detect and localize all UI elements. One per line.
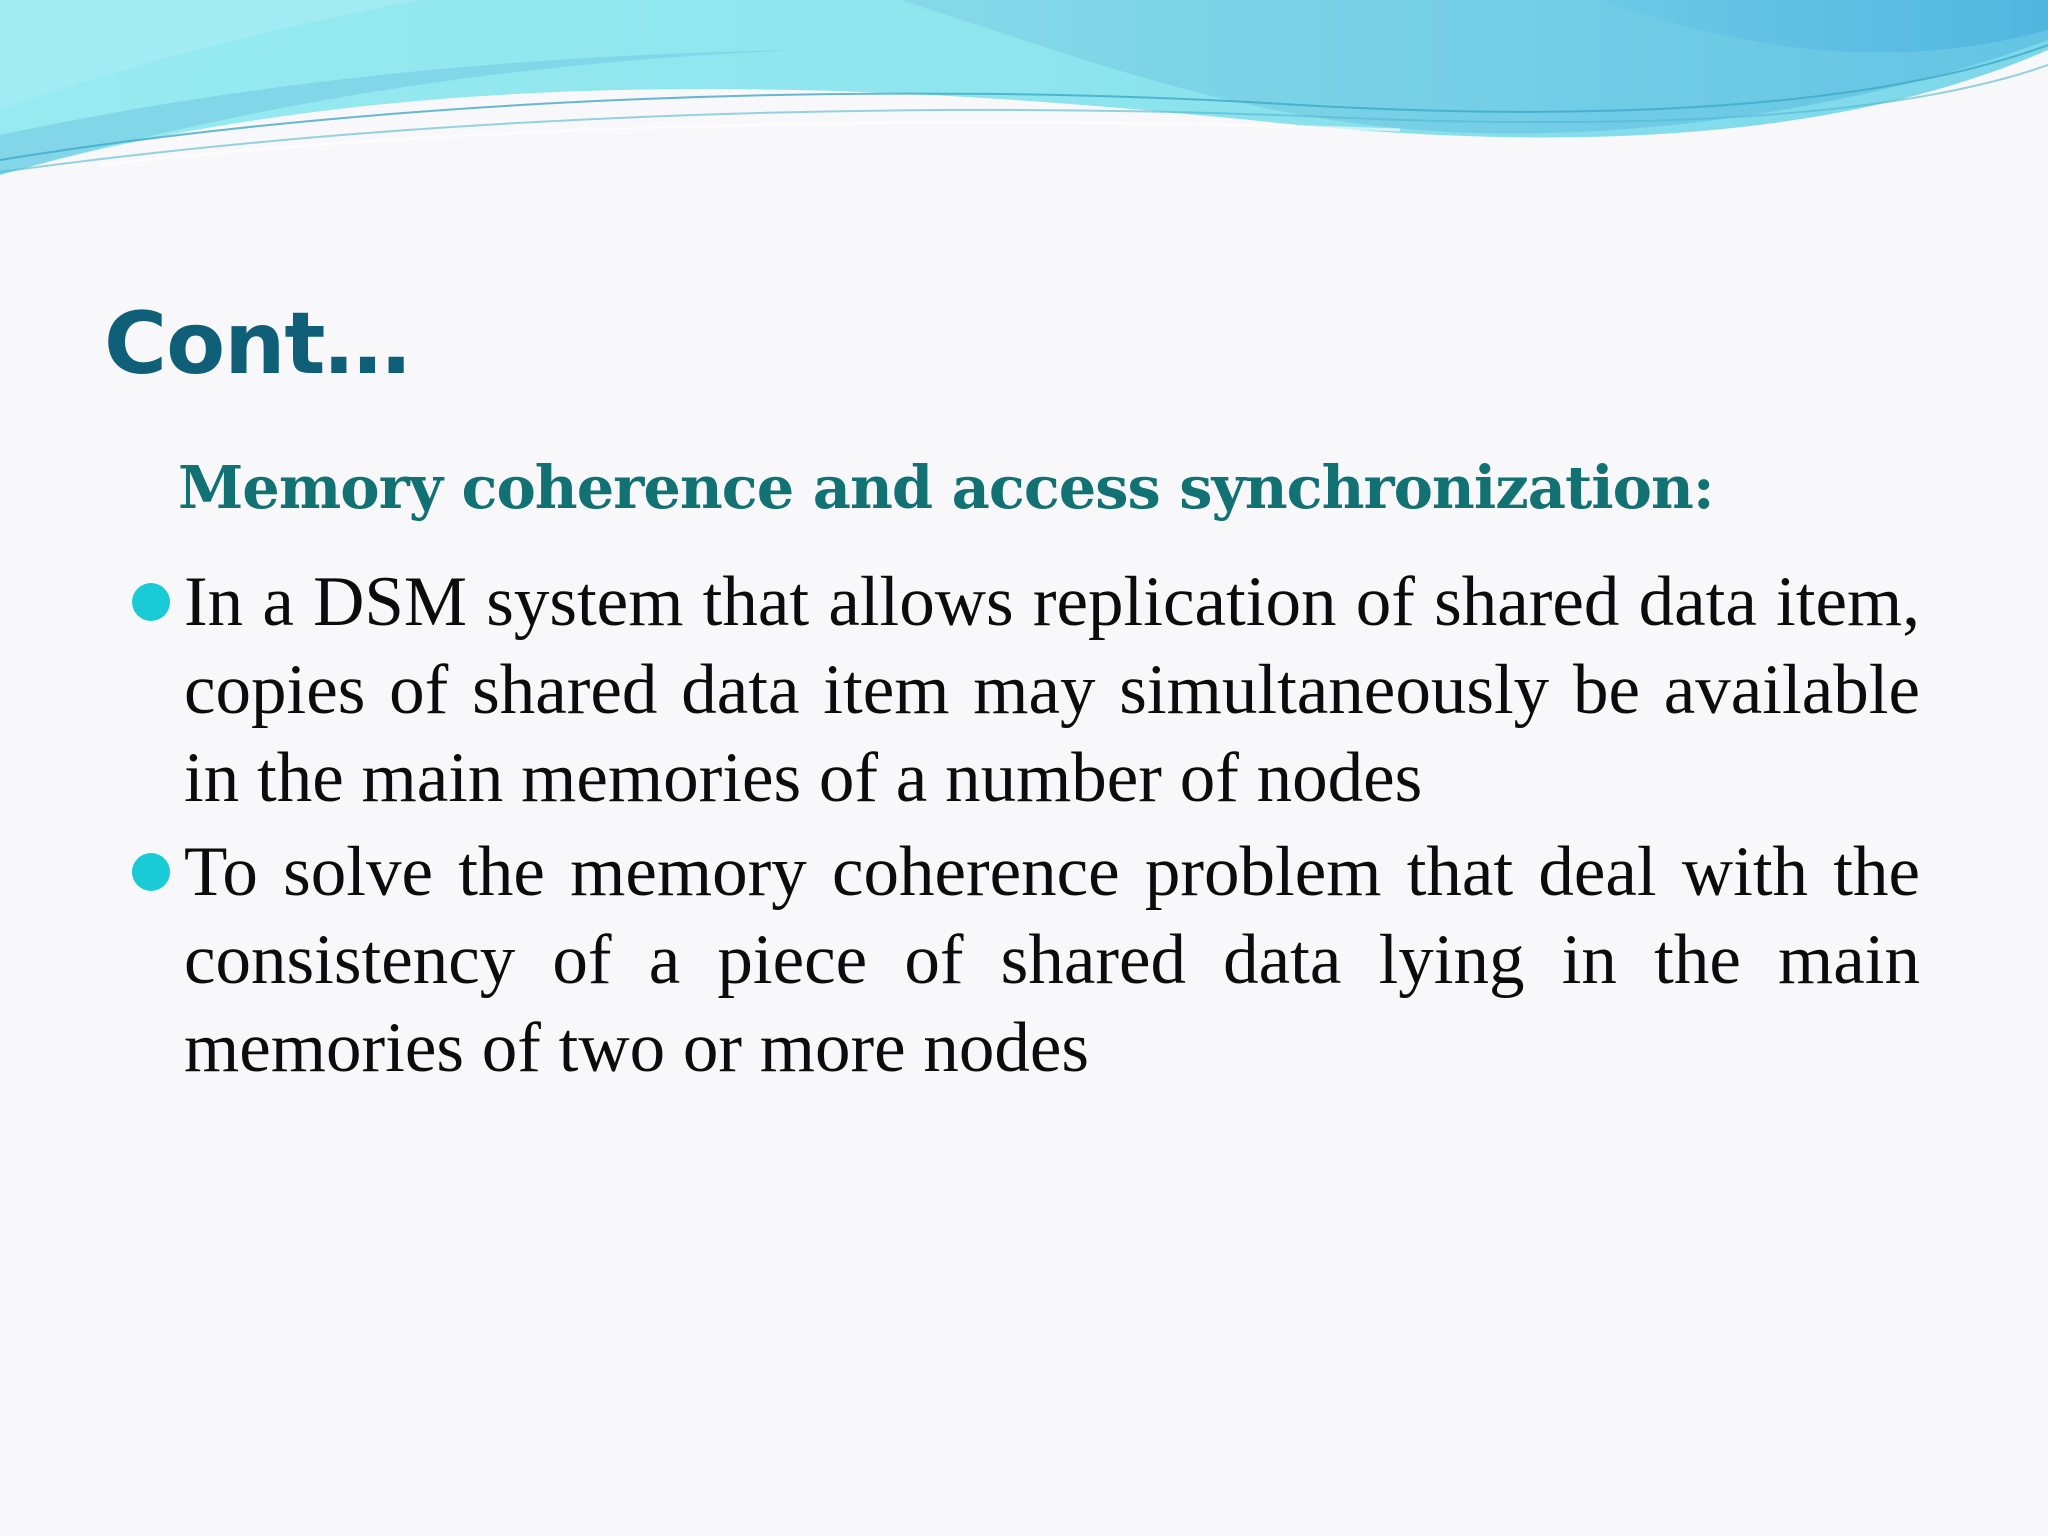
bullet-item [130,558,1920,822]
bullet-icon [132,583,170,621]
slide-title: Cont… [104,294,410,394]
slide-subtitle: Memory coherence and access synchronization: [178,453,1714,522]
bullet-text: To solve the memory coherence problem that deal with the consistency of a piece of shared data lying in the main memories of two or more nodes [184,833,1920,1087]
bullet-text: In a DSM system that allows replication of shared data item, copies of shared data item may simultaneously be available in the main memories of a number of nodes [184,563,1920,817]
bullet-item [130,828,1920,1092]
wave-header-decoration [0,0,2048,240]
bullet-list [130,558,1920,1098]
bullet-icon [132,853,170,891]
